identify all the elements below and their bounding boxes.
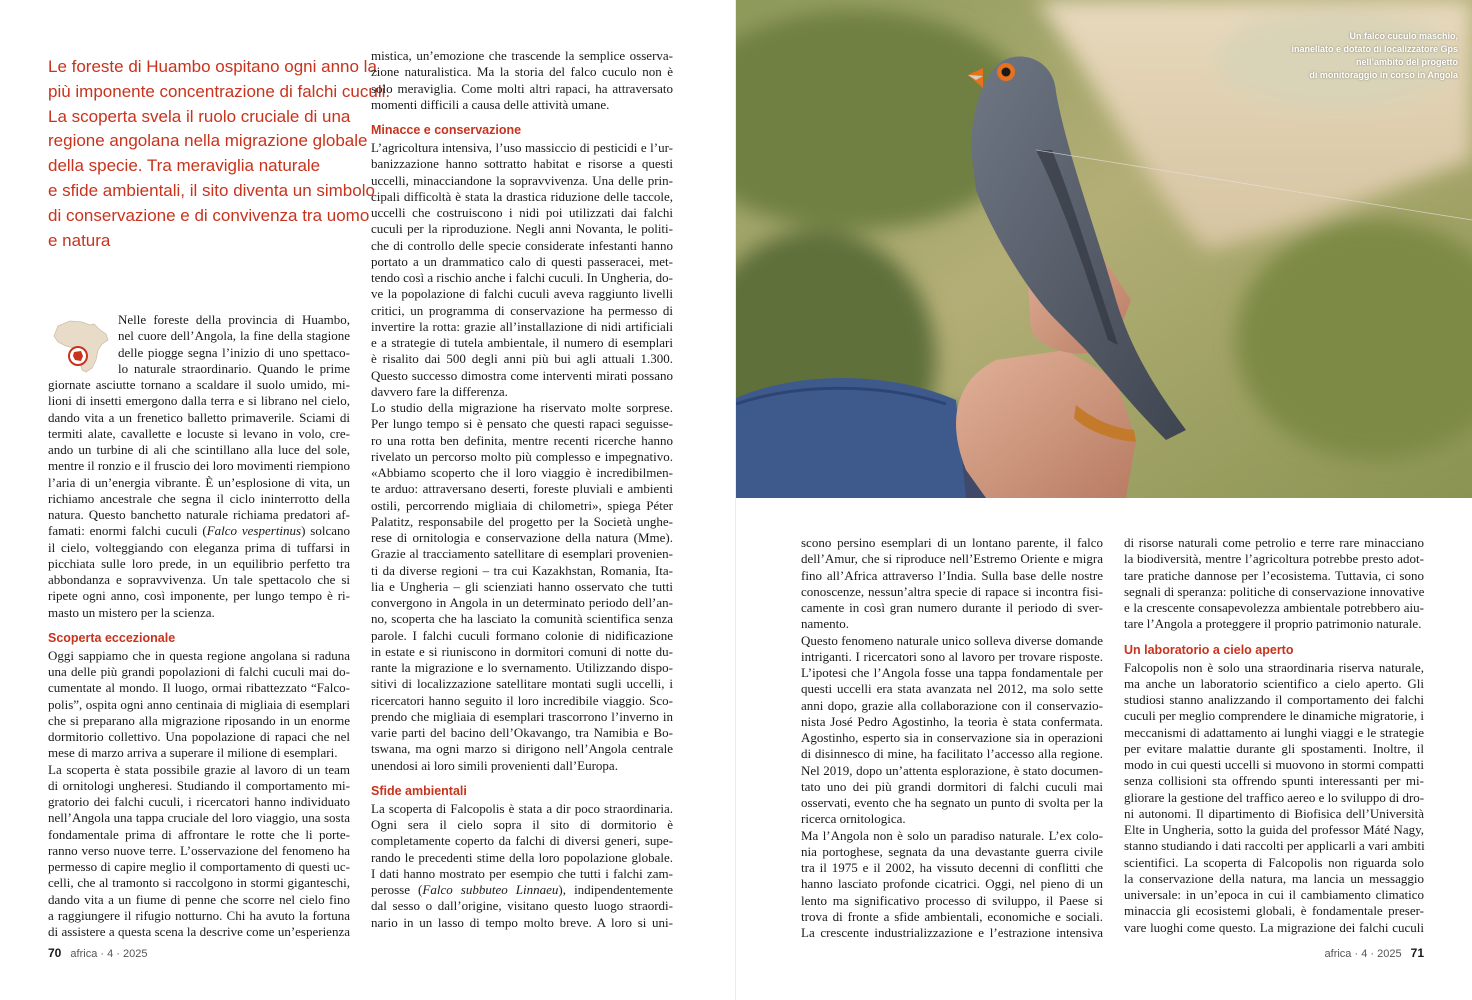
text-line: Elte in Ungheria, sotto la guida del professor Máté Nagy, <box>1124 822 1424 837</box>
text-line: vare luoghi come questo. La migrazione dei falchi cuculi <box>1124 919 1424 935</box>
text-line: richiamo ancestrale che segna il ciclo ininterrotto della <box>48 490 350 506</box>
text-line: I dati hanno mostrato per esempio che tutti i falchi zam- <box>371 865 673 881</box>
magazine-issue: africa · 4 · 2025 <box>70 948 148 960</box>
lead-line: La scoperta svela il ruolo cruciale di una <box>48 106 351 126</box>
text-line: ve la popolazione di falchi cuculi aveva raggiunto livelli <box>371 286 673 302</box>
text-line: no, scoperta che ha lasciato la comunità scientifica senza <box>371 611 673 627</box>
section-heading-laboratorio: Un laboratorio a cielo aperto <box>1124 642 1294 657</box>
text-line: lento ma significativo processo di sviluppo, il Paese si <box>801 892 1103 908</box>
text-line: uccelli, minacciandone la sopravvivenza. Una delle prin- <box>371 172 673 188</box>
paragraph <box>801 633 1103 828</box>
text-line: convergono in Angola in un determinato periodo dell’an- <box>371 595 673 610</box>
text-line: tswana, ma ogni marzo si dirigono nell’Angola centrale <box>371 741 673 757</box>
text-line: rante la migrazione e lo svernamento. Utilizzando dispo- <box>371 660 673 675</box>
text-line: la biodiversità, mentre l’agricoltura potrebbe presto adot- <box>1124 551 1424 567</box>
text-line: nia portoghese, segnata da una devastante guerra civile <box>801 843 1103 859</box>
text-line: Questo fenomeno naturale unico solleva diverse domande <box>801 632 1103 648</box>
text-line: cumentate al mondo. Il luogo, ormai ribattezzato “Falco- <box>48 680 350 696</box>
lead-line: regione angolana nella migrazione globale <box>48 131 368 151</box>
text-line: prendo che migliaia di esemplari trascorrono l’inverno in <box>371 708 673 724</box>
text-line: namento. <box>801 616 850 632</box>
text-line: di risorse naturali come petrolio e terre rare minacciano <box>1124 535 1424 550</box>
text-line: lo naturale straordinario. Quando le prime <box>118 360 350 376</box>
text-line: natura. Questo banchetto naturale richiama predatori af- <box>48 507 350 522</box>
text-line: cuculi per la riproduzione. Negli anni Novanta, le politi- <box>371 221 673 237</box>
text-line: unendosi ai loro simili provenienti dall’Europa. <box>371 757 618 773</box>
caption-line: inanellato e dotato di localizzatore Gps <box>1291 44 1458 54</box>
column-3 <box>801 535 1103 941</box>
text-line: cuculi per meglio comprendere le dinamiche migratorie, i <box>1124 708 1424 724</box>
text-line: critici, un programma di conservazione ha permesso di <box>371 302 673 318</box>
text-line: di assistere a questa scena la descrive come un’esperienza <box>48 924 350 939</box>
text-line: stanno studiando i dati raccolti per applicarli a vari ambiti <box>1124 838 1425 854</box>
text-line: La scoperta è stata possibile grazie al lavoro di un team <box>48 761 350 777</box>
text-line: hanno lasciato profonde cicatrici. Oggi, nel pieno di un <box>801 876 1103 892</box>
lead-line: più imponente concentrazione di falchi cuculi. <box>48 81 391 101</box>
text-line: Ogni sera il cielo sopra il sito di dormitorio è <box>371 817 673 832</box>
text-line: meccanismi di adattamento ai lunghi viaggi e le strategie <box>1124 724 1424 740</box>
text-line: lioni di insetti emergono dalla terra e si librano nel cielo, <box>48 393 350 409</box>
text-line: ro una rotta ben definita, mentre recenti ricerche hanno <box>371 432 673 448</box>
paragraph <box>48 762 350 941</box>
text-line: uccelli che costruiscono i nidi poi utilizzati dai falchi <box>371 205 673 220</box>
text-line: segnali di speranza: politiche di conservazione innovative <box>1124 583 1425 599</box>
lead-line: della specie. Tra meraviglia naturale <box>48 156 321 176</box>
paragraph <box>371 400 673 774</box>
intro-indented <box>48 312 350 377</box>
text-line: anni dopo, grazie alla collaborazione con il conservazio- <box>801 697 1103 713</box>
species-latin-name: Falco vespertinus <box>206 523 302 539</box>
text-line: rando le precedenti stime della loro popolazione globale. <box>371 849 673 865</box>
text-line: ma anche un laboratorio scientifico a cielo aperto. Gli <box>1124 675 1424 691</box>
text-line: rese di ornitologia e conservazione della natura (Mme). <box>371 530 673 545</box>
text-line: camente in così gran numero durante il periodo di sver- <box>801 600 1103 615</box>
footer-left <box>48 946 153 960</box>
caption-line: di monitoraggio in corso in Angola <box>1309 70 1458 80</box>
intro-end <box>48 540 350 621</box>
text-line: tendo così a rischio anche i falchi cuculi. In Ungheria, do- <box>371 270 673 285</box>
text-line: modo in cui questi uccelli si muovono in stormi compatti <box>1124 757 1424 772</box>
text-line: ni autonomi. Il dipartimento di Biofisica dell’Università <box>1124 805 1424 821</box>
section-heading-minacce: Minacce e conservazione <box>371 123 522 137</box>
text-line: rivelato un percorso molto più complesso e impegnativo. <box>371 448 673 464</box>
text-line: solo meraviglia. Come molti altri rapaci, ha attraversato <box>371 80 673 96</box>
paragraph <box>371 801 673 882</box>
text-line: tato uno dei più grandi dormitori di falchi cuculi mai <box>801 778 1103 794</box>
text-line: portato a un drammatico calo di questi passeracei, met- <box>371 253 673 269</box>
paragraph <box>48 648 350 762</box>
text-line: «Abbiamo scoperto che il loro viaggio è incredibilmen- <box>371 465 673 480</box>
text-line: dal sesso o dall’origine, visitano questo luogo straordi- <box>371 898 673 914</box>
column-1 <box>48 312 350 940</box>
text-line: mentre il ronzio e il fruscio dei loro movimenti riempiono <box>48 458 350 474</box>
text-line: ripete ogni anno, così imponente, per lungo tempo è ri- <box>48 588 350 604</box>
text-line: tare pratiche dannose per l’ecosistema. Tuttavia, ci sono <box>1124 567 1424 583</box>
text-line: ando un turbine di ali che scintillano alla luce del sole, <box>48 442 350 457</box>
text-line: Per lungo tempo si è pensato che questi rapaci seguisse- <box>371 416 673 432</box>
text-line: completamente coperto da falchi di diversi generi, supe- <box>371 833 673 849</box>
text-line: La scoperta di Falcopolis è stata a dir poco straordinaria. <box>371 800 673 816</box>
text-line: giornate asciutte tornano a scaldare il suolo umido, mi- <box>48 377 350 392</box>
text-line: Nelle foreste della provincia di Huambo, <box>118 312 350 327</box>
text-line: studiosi stanno analizzando il comportamento dei falchi <box>1124 692 1424 707</box>
text-line: zione naturalistica. Ma la storia del falco cuculo non è <box>371 64 673 80</box>
text-line: trova di fronte a sfide ambientali, economiche e sociali. <box>801 908 1103 924</box>
text-line: ricercatori hanno seguito il loro incredibile viaggio. Sco- <box>371 692 673 708</box>
text-line: banizzazione hanno sottratto habitat e risorse a questi <box>371 156 673 172</box>
text-line: mese di marzo arriva a superare il milione di esemplari. <box>48 745 338 761</box>
text-line: scono persino esemplari di un lontano parente, il falco <box>801 535 1103 550</box>
text-line: dando vita a un fiume di penne che scorre nel cielo fino <box>48 891 350 907</box>
text-line: nell’Angola una tappa cruciale del loro viaggio, una sosta <box>48 810 350 826</box>
lead-line: e natura <box>48 230 111 250</box>
text-line: Falcopolis non è solo una straordinaria riserva naturale, <box>1124 659 1424 675</box>
magazine-issue: africa · 4 · 2025 <box>1324 948 1402 960</box>
text-line: Palatitz, responsabile del progetto per la Società unghe- <box>371 513 673 529</box>
text-line: La crescente industrializzazione e l’estrazione intensiva <box>801 925 1103 940</box>
text-line: polis”, ospita ogni anno centinaia di migliaia di esemplari <box>48 696 350 712</box>
text-line: masto un mistero per la scienza. <box>48 604 215 620</box>
text-line: ranno verso nuove terre. L’osservazione del fenomeno ha <box>48 842 350 858</box>
italic-line: perosse (Falco subbuteo Linnaeu), indipendentemente <box>371 882 673 897</box>
paragraph <box>1124 535 1424 633</box>
text-line: Agostinho, esperto sia in conservazione sia in operazioni <box>801 730 1103 745</box>
text-line: fino all’Africa attraverso l’India. Sulla base delle nostre <box>801 567 1103 583</box>
text-line: lia e Ungheria – gli scienziati hanno osservato che tutti <box>371 578 673 594</box>
text-line: Questo successo dimostra come interventi mirati possano <box>371 367 673 383</box>
intro-italic-line: famati: enormi falchi cuculi (Falco vespertinus) solcano <box>48 523 350 539</box>
text-line: dormitorio collettivo. Una popolazione di rapaci che nel <box>48 729 350 744</box>
text-line: sitivi di localizzazione satellitare montati sugli uccelli, i <box>371 676 673 692</box>
text-line: ostili, percorrendo migliaia di chilometri», spiega Péter <box>371 497 673 513</box>
text-line: l’aria di un’energia vibrante. È un’esplosione di vita, un <box>48 474 350 490</box>
paragraph <box>1124 660 1424 936</box>
text-line: delle piogge segna l’inizio di uno spettaco- <box>118 344 350 360</box>
text-line: nario in un lasso di tempo molto breve. A loro si uni- <box>371 914 673 930</box>
text-line: picchiata sulle loro prede, in un equilibrio perfetto tra <box>48 555 350 571</box>
text-line: tra il 1975 e il 2002, ha vissuto decenni di conflitti che <box>801 860 1103 875</box>
caption-line: nell’ambito del progetto <box>1355 57 1458 67</box>
text-line: varie parti del bacino dell’Okavango, tra Namibia e Bo- <box>371 725 673 740</box>
text-line: che di controllo delle specie considerate infestanti hanno <box>371 237 673 253</box>
paragraph <box>801 535 1103 633</box>
text-line: permesso di capire meglio il comportamento di questi uc- <box>48 859 350 874</box>
text-line: conoscenze, nessun’altra specie di rapace si incontra fisi- <box>801 583 1103 599</box>
paragraph <box>371 48 673 113</box>
species-latin-name: Falco subbuteo Linnaeu <box>422 882 559 897</box>
section-heading-sfide: Sfide ambientali <box>371 783 467 798</box>
text-line: ti da diverse regioni – tra cui Kazakhstan, Romania, Ita- <box>371 562 673 578</box>
text-line: osservati, evento che ha segnato un punto di svolta per la <box>801 795 1103 810</box>
text-line: momenti difficili a causa delle attività umane. <box>371 96 610 112</box>
text-line: che si preparano alla migrazione riposando in un enorme <box>48 712 350 728</box>
column-2 <box>371 48 673 931</box>
text-line: gratorio dei falchi cuculi, i ricercatori hanno individuato <box>48 794 350 809</box>
text-line: minaccia gli ecosistemi globali, è fondamentale preser- <box>1124 903 1424 919</box>
text-line: Lo studio della migrazione ha riservato molte sorprese. <box>371 400 673 415</box>
text-line: senza collisioni sta offrendo spunti interessanti per mi- <box>1124 773 1424 789</box>
lead-line: Le foreste di Huambo ospitano ogni anno la <box>48 57 377 76</box>
text-line: Ma l’Angola non è solo un paradiso naturale. L’ex colo- <box>801 827 1103 843</box>
text-line: termiti alate, cavallette e locuste si levano in volo, cre- <box>48 425 350 441</box>
text-line: L’agricoltura intensiva, l’uso massiccio di pesticidi e l’ur- <box>371 140 673 155</box>
text-line: dando vita a un frenetico balletto primaverile. Sciami di <box>48 409 350 425</box>
text-line: Oggi sappiamo che in questa regione angolana si raduna <box>48 647 350 663</box>
text-line: di disinnesco di mine, ha facilitato l’accesso alla regione. <box>801 746 1103 762</box>
page-number: 71 <box>1410 946 1424 960</box>
text-line: gliorare la gestione del traffico aereo e lo sviluppo di dro- <box>1124 789 1425 805</box>
text-line: di ornitologi ungheresi. Studiando il comportamento mi- <box>48 777 350 793</box>
text-line: una delle più grandi popolazioni di falchi cuculi mai do- <box>48 664 350 679</box>
text-line: Nel 2019, dopo un’attenta esplorazione, è stato documen- <box>801 762 1103 778</box>
text-line: invertire la rotta: grazie all’installazione di nidi artificiali <box>371 318 673 334</box>
text-line: tare l’Angola a proteggere il proprio patrimonio naturale. <box>1124 616 1422 632</box>
text-line: la conservazione della natura, ma lancia un messaggio <box>1124 870 1424 886</box>
lead-line: di conservazione e di convivenza tra uomo <box>48 205 370 225</box>
paragraph-end <box>371 898 673 931</box>
text-line: e la crescente consapevolezza ambientale potrebbero aiu- <box>1124 600 1424 615</box>
text-line: il cielo, volteggiando con eleganza prima di tuffarsi in <box>48 539 350 555</box>
text-line: parole. I falchi cuculi formano colonie di nidificazione <box>371 627 673 643</box>
column-4 <box>1124 535 1424 936</box>
intro-paragraph <box>48 377 350 523</box>
text-line: fondamentale prima di affrontare le rotte che li porte- <box>48 826 350 842</box>
text-line: nel cuore dell’Angola, la fine della stagione <box>118 328 350 344</box>
text-line: abbondanza e sopravvivenza. Un tale spettacolo che si <box>48 572 350 587</box>
text-line: celli, che al tramonto si raccolgono in stormi giganteschi, <box>48 875 350 891</box>
text-line: universale: in un’epoca in cui il cambiamento climatico <box>1124 887 1424 902</box>
text-line: a raggiungere il rifugio notturno. Chi ha avuto la fortuna <box>48 907 350 923</box>
text-line: L’ipotesi che l’Angola fosse una tappa fondamentale per <box>801 665 1103 680</box>
text-line: e a strategie di tutela ambientale, il numero di esemplari <box>371 335 673 350</box>
text-line: Grazie al tracciamento satellitare di esemplari provenien- <box>371 546 673 562</box>
caption-line: Un falco cuculo maschio, <box>1349 31 1458 41</box>
text-line: nista José Pedro Agostinho, la teoria è stata confermata. <box>801 713 1103 729</box>
text-line: questi uccelli era stata avanzata nel 2012, ma solo sette <box>801 681 1103 697</box>
text-line: cipali difficoltà è stata la drastica riduzione delle taccole, <box>371 188 673 204</box>
text-line: intriganti. I ricercatori sono al lavoro per trovare risposte. <box>801 648 1103 664</box>
section-heading-scoperta: Scoperta eccezionale <box>48 630 176 645</box>
text-line: dell’Amur, che si riproduce nell’Estremo Oriente e migra <box>801 551 1103 567</box>
lead-line: e sfide ambientali, il sito diventa un simbolo <box>48 180 375 200</box>
text-line: per evitare malattie durante gli spostamenti. Inoltre, il <box>1124 740 1424 756</box>
paragraph <box>371 140 673 400</box>
text-line: te arduo: attraversano deserti, foreste pluviali e ambienti <box>371 481 673 497</box>
footer-right <box>1319 946 1424 960</box>
text-line: davvero fare la differenza. <box>371 383 508 399</box>
text-line: ricerca ornitologica. <box>801 811 906 827</box>
photo-caption <box>1238 30 1458 82</box>
page-number: 70 <box>48 946 62 960</box>
falcon-photo <box>736 0 1472 498</box>
text-line: scientifici. La scoperta di Falcopolis non riguarda solo <box>1124 854 1424 870</box>
text-line: è risalito dai 500 degli anni più bui agli attuali 1.300. <box>371 351 673 367</box>
text-line: mistica, un’emozione che trascende la semplice osserva- <box>371 48 673 63</box>
paragraph <box>801 828 1103 942</box>
text-line: in estate e si riuniscono in dormitori comuni di notte du- <box>371 643 673 659</box>
lead-paragraph <box>48 55 391 253</box>
